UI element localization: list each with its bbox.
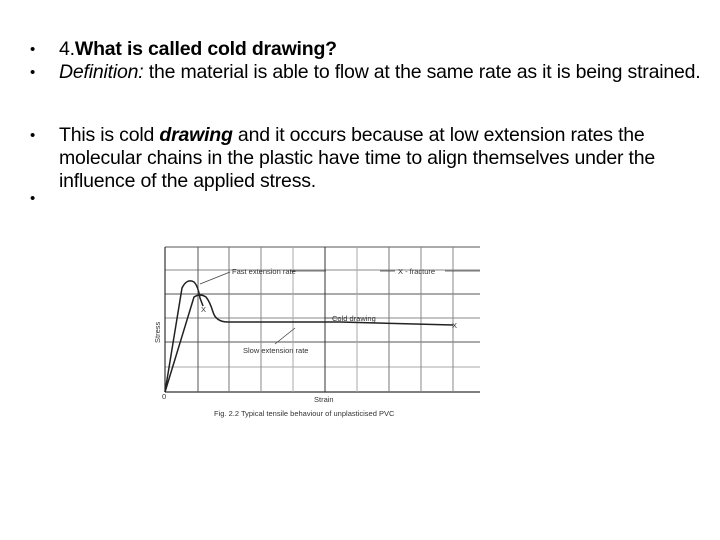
definition-text: the material is able to flow at the same rate as it is being strained.: [143, 61, 701, 83]
bullet-dot-icon: •: [30, 127, 36, 144]
stress-strain-chart: [140, 240, 480, 420]
explanation-pre: This is cold: [59, 124, 160, 146]
slow-extension-curve: [165, 295, 453, 392]
bullet-dot-icon: •: [30, 190, 36, 207]
explanation-emphasis: drawing: [159, 124, 233, 146]
tensile-figure: [140, 240, 480, 420]
explanation-post: and it occurs because at low extension rates the molecular chains in the plastic have time to align themselves under the influence of the applied stress.: [59, 124, 656, 192]
fast-fracture-mark: X: [201, 305, 207, 314]
cold-drawing-label: Cold drawing: [332, 314, 376, 323]
figure-caption: Fig. 2.2 Typical tensile behaviour of unplasticised PVC: [214, 409, 395, 418]
slow-fracture-mark: X: [452, 321, 458, 330]
y-axis-label: Stress: [153, 321, 162, 343]
fracture-legend: X - fracture: [398, 267, 436, 276]
fast-rate-label: Fast extension rate: [232, 267, 296, 276]
x-axis-label: Strain: [314, 395, 334, 404]
bullet-dot-icon: •: [30, 41, 36, 58]
bullet-explanation: [28, 124, 708, 193]
bullet-definition: [28, 61, 701, 84]
bullet-dot-icon: •: [30, 64, 36, 81]
bullet-question: [28, 38, 337, 61]
definition-label: Definition:: [59, 61, 144, 83]
slow-rate-label: Slow extension rate: [243, 346, 309, 355]
origin-label: 0: [162, 392, 167, 401]
question-text: What is called cold drawing?: [74, 38, 337, 60]
question-number: 4.: [59, 38, 75, 60]
